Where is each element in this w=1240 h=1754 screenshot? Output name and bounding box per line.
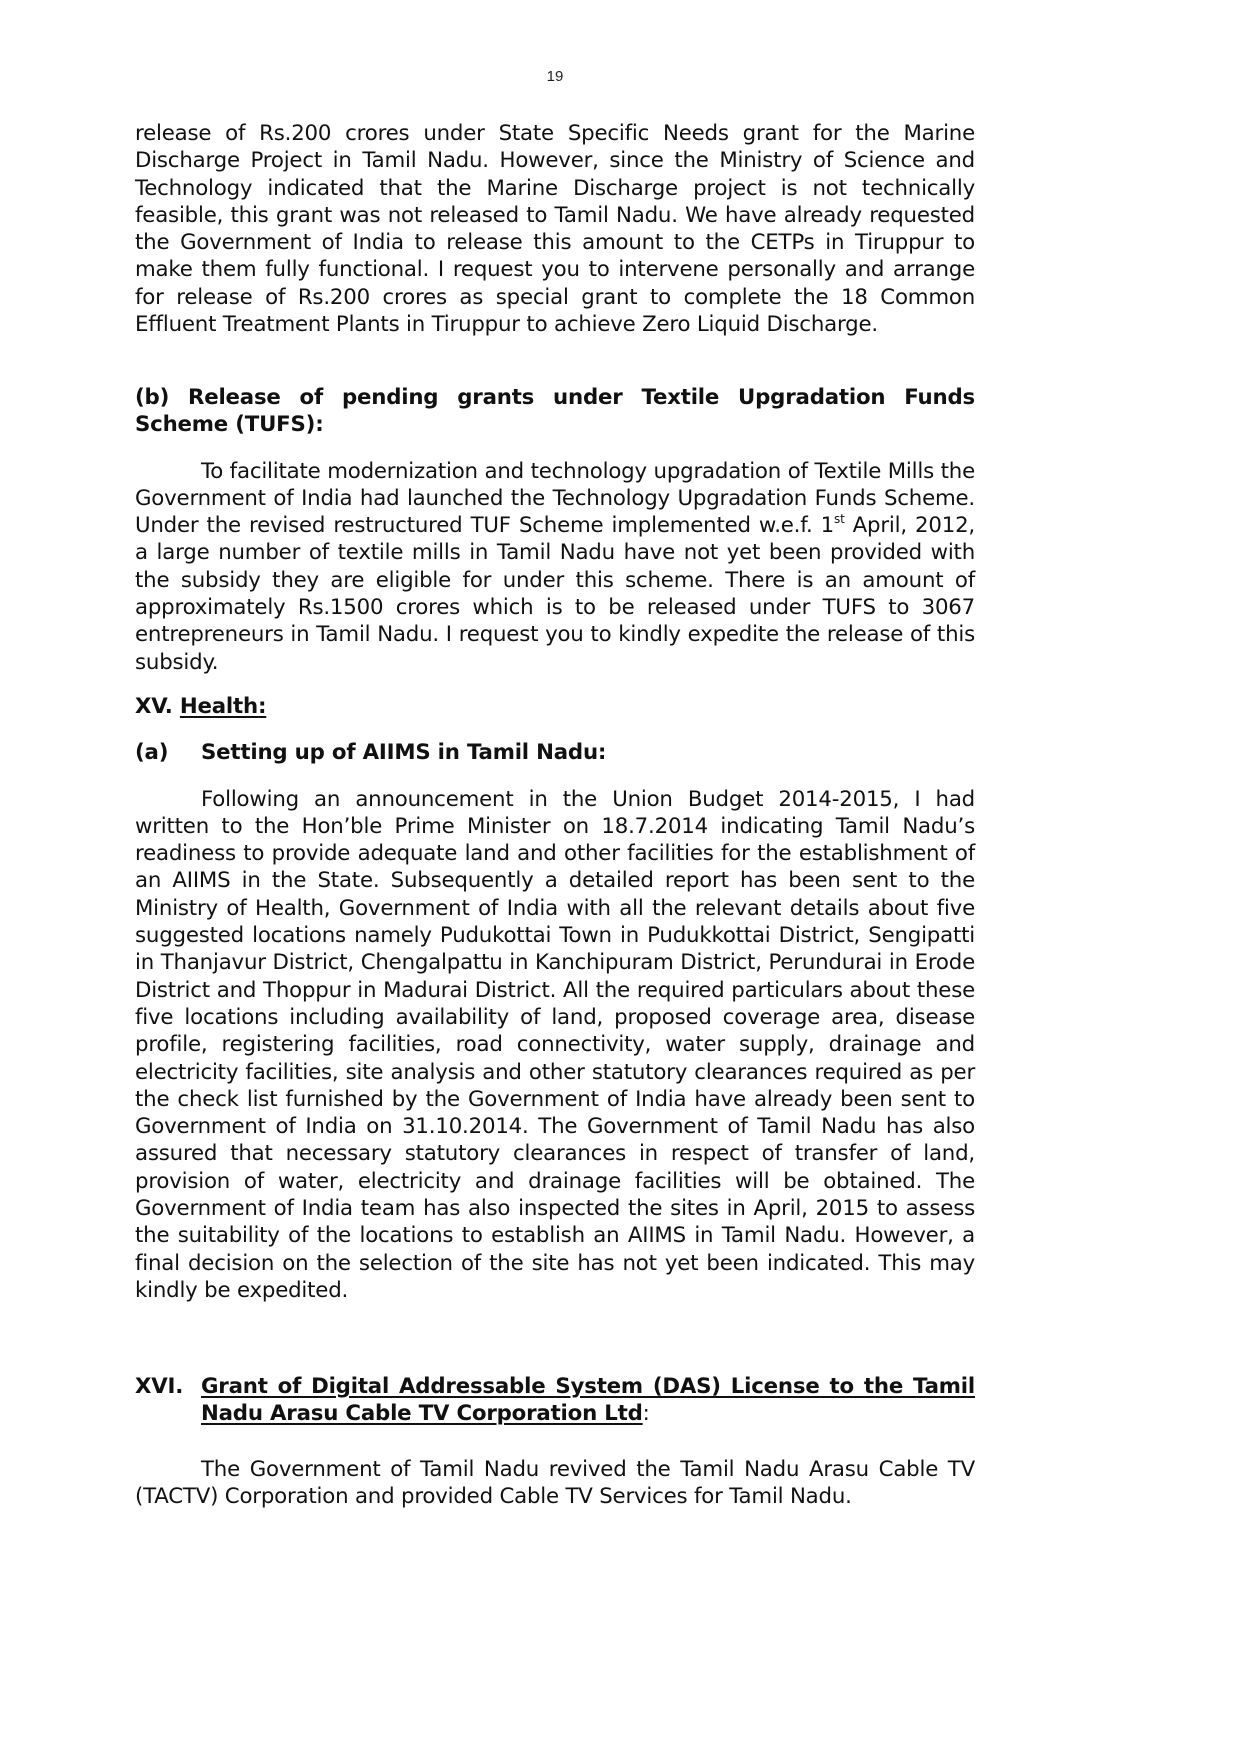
health-heading bbox=[135, 693, 975, 720]
aiims-subheading bbox=[135, 739, 975, 766]
aiims-paragraph: Following an announcement in the Union Budget 2014-2015, I had written to the Hon’ble Prime Minister on 18.7.2014 indicating Tamil Nadu’s readiness to provide adequate land and other facilities for the establishment of an AIIMS in the State. Subsequently a detailed report has been sent to the Ministry of Health, Government of India with all the relevant details about five suggested locations namely Pudukottai Town in Pudukkottai District, Sengipatti in Thanjavur District, Chengalpattu in Kanchipuram District, Perundurai in Erode District and Thoppur in Madurai District. All the required particulars about these five locations including availability of land, proposed coverage area, disease profile, registering facilities, road connectivity, water supply, drainage and electricity facilities, site analysis and other statutory clearances required as per the check list furnished by the Government of India have already been sent to Government of India on 31.10.2014. The Government of Tamil Nadu has also assured that necessary statutory clearances in respect of transfer of land, provision of water, electricity and drainage facilities will be obtained. The Government of India team has also inspected the sites in April, 2015 to assess the suitability of the locations to establish an AIIMS in Tamil Nadu. However, a final decision on the selection of the site has not yet been indicated. This may kindly be expedited. bbox=[135, 786, 975, 1303]
das-heading bbox=[135, 1373, 975, 1428]
section-title: Grant of Digital Addressable System (DAS) License to the Tamil Nadu Arasu Cable TV Corporation Ltd bbox=[201, 1374, 975, 1427]
continued-section bbox=[135, 120, 975, 338]
section-title: Health: bbox=[179, 694, 267, 719]
page-number: 19 bbox=[546, 68, 564, 85]
health-section bbox=[135, 693, 975, 1304]
section-number: XVI. bbox=[135, 1374, 184, 1399]
tufs-text-part2: April, 2012, a large number of textile mills in Tamil Nadu have not yet been provided with the subsidy they are eligible for under this scheme. There is an amount of approximately Rs.1500 crores which is to be released under TUFS to 3067 entrepreneurs in Tamil Nadu. I request you to kindly expedite the release of this subsidy. bbox=[135, 513, 975, 675]
section-title-wrap bbox=[201, 1373, 975, 1428]
tufs-section bbox=[135, 384, 975, 676]
tufs-paragraph bbox=[135, 458, 975, 676]
subsection-title: Setting up of AIIMS in Tamil Nadu: bbox=[201, 740, 607, 766]
tufs-heading: (b) Release of pending grants under Textile Upgradation Funds Scheme (TUFS): bbox=[135, 385, 975, 438]
section-number: XV. bbox=[135, 694, 180, 719]
ordinal-suffix: st bbox=[834, 512, 845, 527]
das-section bbox=[135, 1373, 975, 1510]
tufs-text-part1: To facilitate modernization and technology upgradation of Textile Mills the Government of India had launched the Technology Upgradation Funds Scheme. Under the revised restructured TUF Scheme implemented w.e.f. 1 bbox=[135, 458, 975, 539]
title-colon: : bbox=[642, 1401, 650, 1427]
das-paragraph: The Government of Tamil Nadu revived the Tamil Nadu Arasu Cable TV (TACTV) Corporation and provided Cable TV Services for Tamil Nadu. bbox=[135, 1456, 975, 1509]
cetp-paragraph: release of Rs.200 crores under State Specific Needs grant for the Marine Discharge Project in Tamil Nadu. However, since the Ministry of Science and Technology indicated that the Marine Discharge project is not technically feasible, this grant was not released to Tamil Nadu. We have already requested the Government of India to release this amount to the CETPs in Tiruppur to make them fully functional. I request you to intervene personally and arrange for release of Rs.200 crores as special grant to complete the 18 Common Effluent Treatment Plants in Tiruppur to achieve Zero Liquid Discharge. bbox=[135, 121, 975, 338]
subsection-label: (a) bbox=[135, 740, 169, 766]
